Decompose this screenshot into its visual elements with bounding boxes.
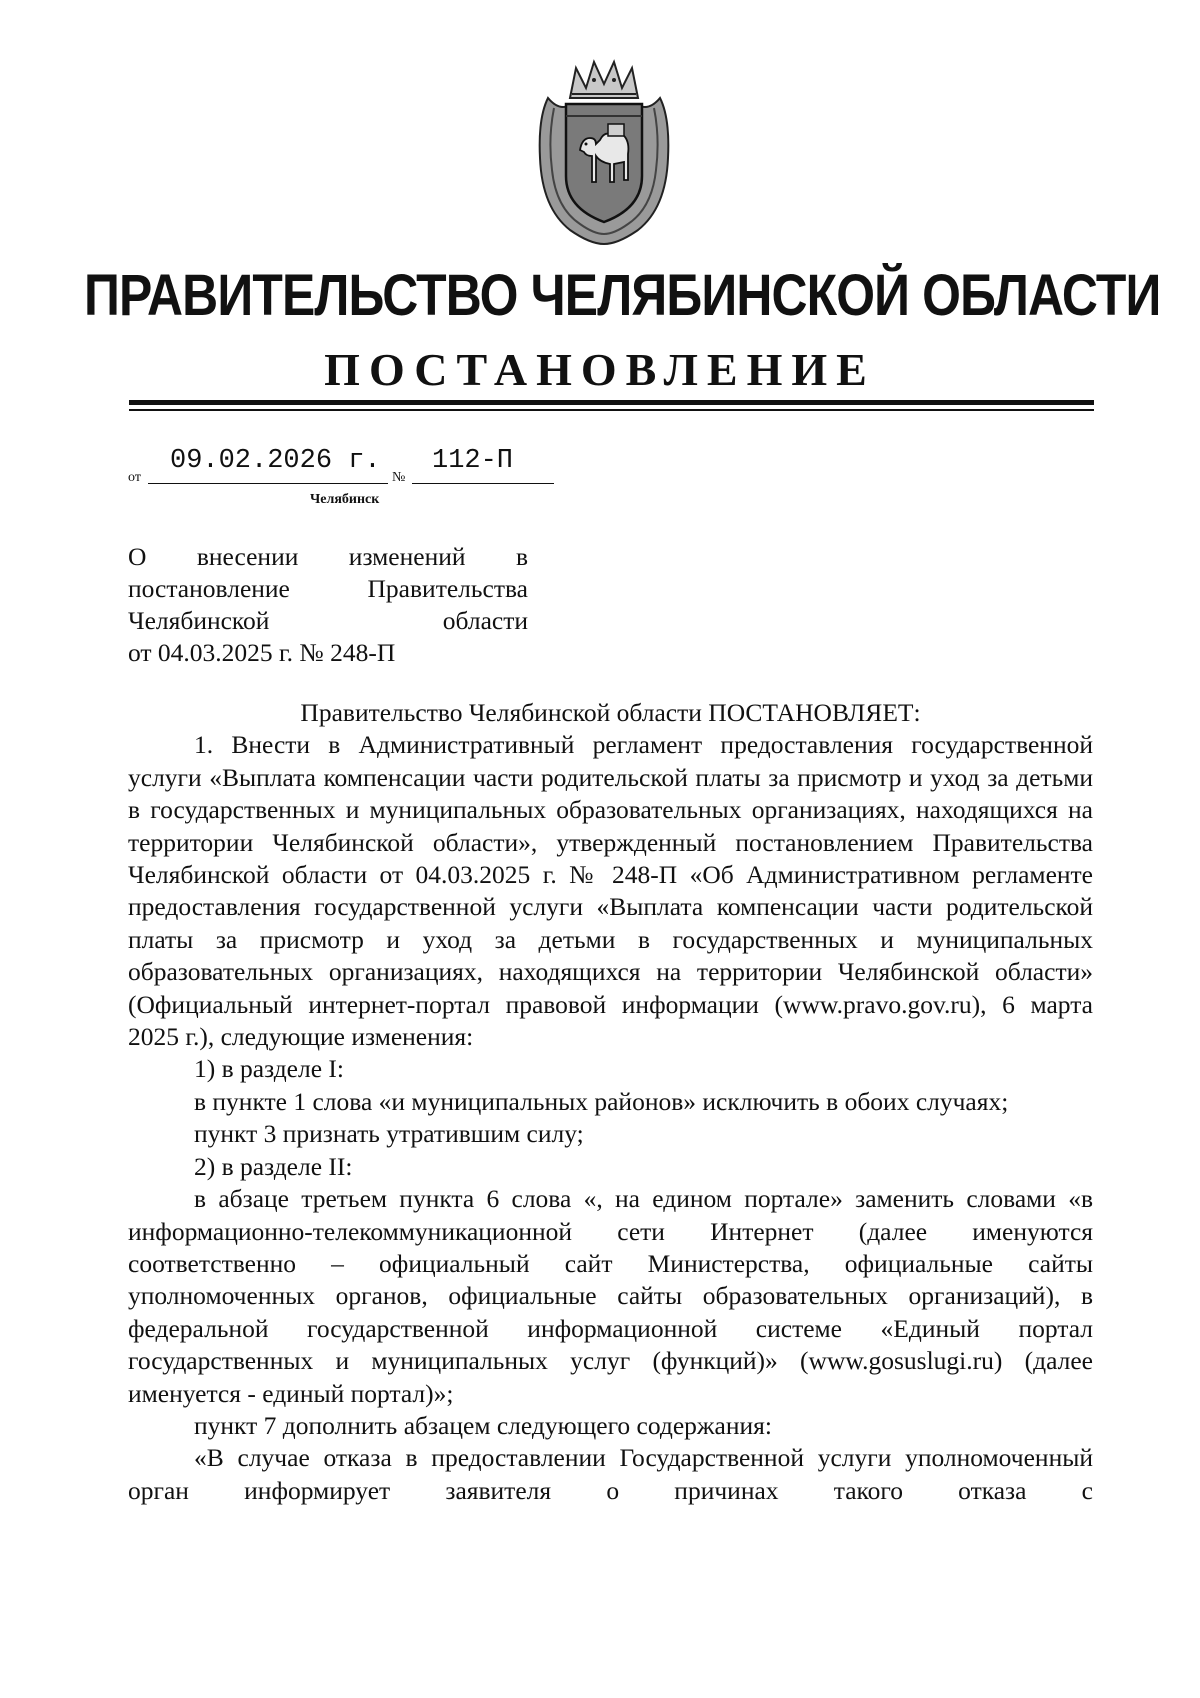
- paragraph: пункт 3 признать утратившим силу;: [194, 1119, 584, 1149]
- subject-line: постановление Правительства: [128, 574, 528, 603]
- paragraph: 2) в разделе II:: [194, 1151, 353, 1181]
- number-underline: [412, 483, 554, 484]
- preamble: Правительство Челябинской области ПОСТАНОВЛЯЕТ:: [300, 698, 921, 727]
- date-underline: [148, 483, 388, 484]
- city-name: Челябинск: [310, 492, 380, 507]
- subject-line: от 04.03.2025 г. № 248-П: [128, 638, 396, 667]
- paragraph: в абзаце третьем пункта 6 слова «, на едином портале» заменить словами «в информационно-телекоммуникационной сети Интернет (далее именуются соответственно – официальный сайт Министерства, официальные сайты уполномоченных органов, официальные сайты образовательных организаций), в федеральной государственной информационной системе «Единый портал государственных и муниципальных услуг (функций)» (www.gosuslugi.ru) (далее именуется - единый портал)»;: [128, 1184, 1093, 1408]
- government-name-heading: ПРАВИТЕЛЬСТВО ЧЕЛЯБИНСКОЙ ОБЛАСТИ: [84, 263, 1161, 328]
- paragraph: 1) в разделе I:: [194, 1054, 344, 1084]
- paragraph: 1. Внести в Административный регламент предоставления государственной услуги «Выплата компенсации части родительской платы за присмотр и уход за детьми в государственных и муниципальных образовательных организациях, находящихся на территории Челябинской области», утвержденный постановлением Правительства Челябинской области от 04.03.2025 г. № 248-П «Об Административном регламенте предоставления государственной услуги «Выплата компенсации части родительской платы за присмотр и уход за детьми в государственных и муниципальных образовательных организациях, находящихся на территории Челябинской области» (Официальный интернет-портал правовой информации (www.pravo.gov.ru), 6 марта 2025 г.), следующие изменения:: [128, 730, 1093, 1052]
- coat-of-arms-emblem: [530, 58, 678, 246]
- document-type-heading: ПОСТАНОВЛЕНИЕ: [324, 344, 876, 395]
- subject-line: Челябинской области: [128, 606, 528, 635]
- paragraph: в пункте 1 слова «и муниципальных районов» исключить в обоих случаях;: [194, 1086, 1009, 1116]
- document-body: [128, 697, 1093, 1507]
- document-number: 112-П: [432, 446, 514, 476]
- paragraph: «В случае отказа в предоставлении Государственной услуги уполномоченный орган информирует заявителя о причинах такого отказа с: [128, 1443, 1093, 1505]
- paragraph: пункт 7 дополнить абзацем следующего содержания:: [194, 1410, 772, 1440]
- number-label: №: [392, 470, 406, 485]
- document-date: 09.02.2026 г.: [170, 446, 381, 476]
- header-divider-thick: [129, 400, 1094, 405]
- document-subject: [128, 541, 528, 669]
- date-label: от: [128, 470, 141, 485]
- header-divider-thin: [129, 409, 1094, 411]
- subject-line: О внесении изменений в: [128, 542, 528, 571]
